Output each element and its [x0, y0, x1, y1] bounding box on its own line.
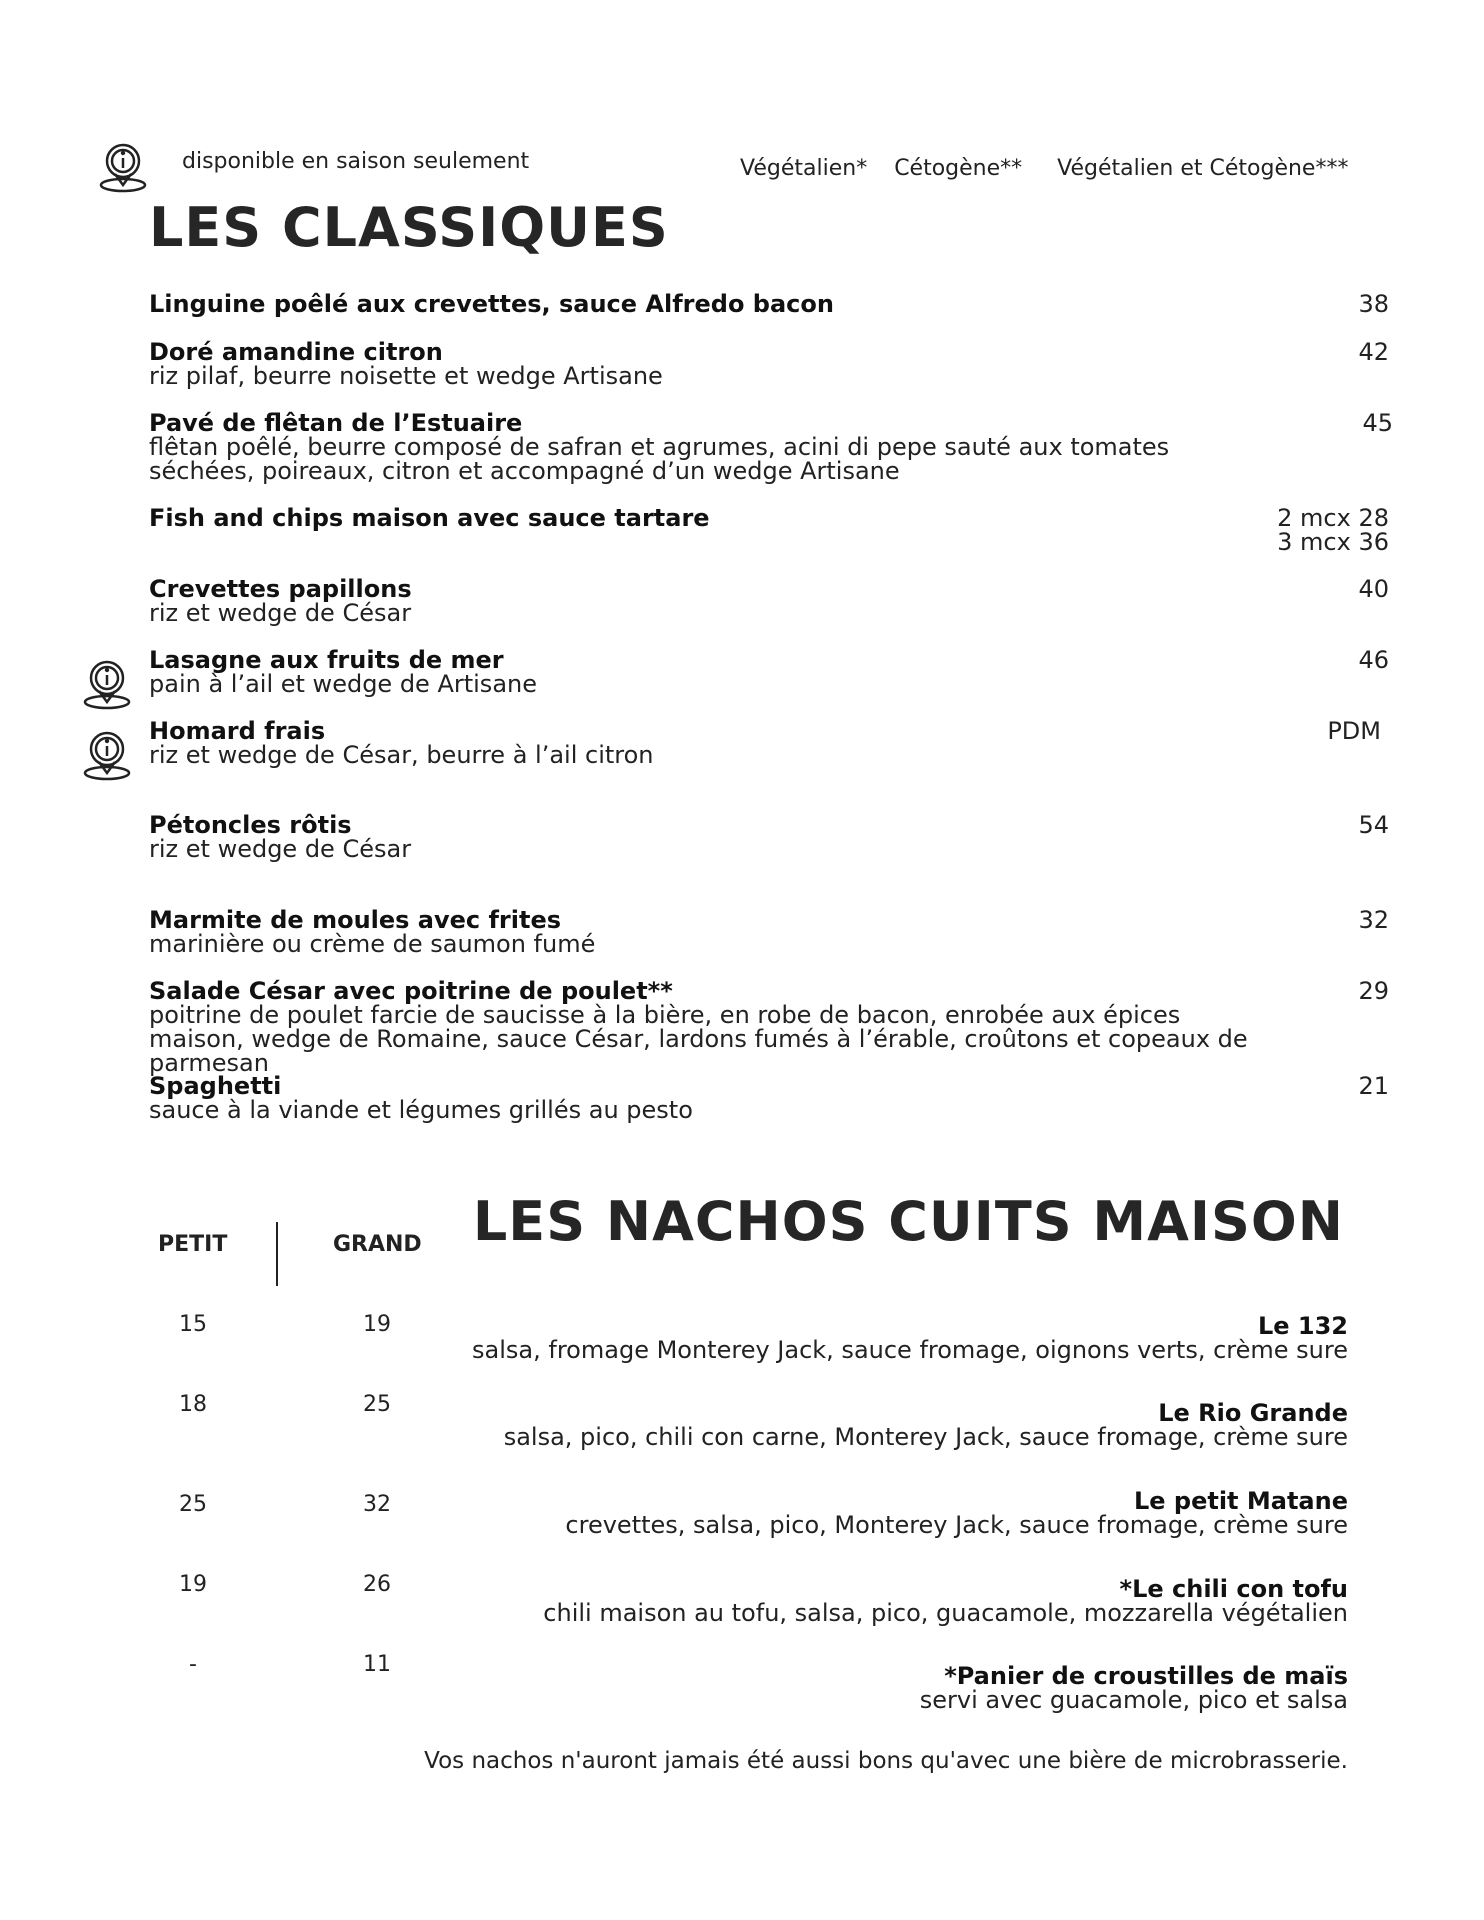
item-description: flêtan poêlé, beurre composé de safran et agrumes, acini di pepe sauté aux tomates séchées, poireaux, citron et accompagné d’un wedge Artisane — [149, 433, 1170, 485]
item-price: 2 mcx 28 3 mcx 36 — [1277, 504, 1389, 556]
nacho-name: Le 132 — [1257, 1312, 1348, 1340]
price-grand: 19 — [363, 1312, 391, 1337]
nacho-description: servi avec guacamole, pico et salsa — [919, 1686, 1348, 1714]
item-description: riz et wedge de César — [149, 599, 412, 627]
item-price: 29 — [1358, 977, 1389, 1005]
column-header-grand: GRAND — [333, 1232, 422, 1257]
item-price: 45 — [1362, 409, 1393, 437]
item-price: 32 — [1358, 906, 1389, 934]
item-description: riz et wedge de César, beurre à l’ail citron — [149, 741, 654, 769]
nachos-footer-note: Vos nachos n'auront jamais été aussi bons qu'avec une bière de microbrasserie. — [424, 1748, 1348, 1774]
nacho-description: chili maison au tofu, salsa, pico, guacamole, mozzarella végétalien — [543, 1599, 1348, 1627]
keto-label: Cétogène** — [894, 156, 1023, 181]
menu-item — [149, 504, 1389, 556]
price-petit: 19 — [179, 1572, 207, 1597]
menu-item — [149, 292, 1389, 316]
price-grand: 26 — [363, 1572, 391, 1597]
menu-item — [149, 979, 1389, 1075]
nacho-description: crevettes, salsa, pico, Monterey Jack, sauce fromage, crème sure — [565, 1511, 1348, 1539]
seasonal-marker-icon — [80, 656, 134, 710]
price-petit: 15 — [179, 1312, 207, 1337]
menu-item — [149, 340, 1389, 388]
item-price: 42 — [1358, 338, 1389, 366]
item-name: Spaghetti — [149, 1072, 282, 1100]
nacho-name: *Le chili con tofu — [1119, 1575, 1348, 1603]
item-price: 21 — [1358, 1072, 1389, 1100]
menu-item — [149, 908, 1389, 956]
item-name: Pétoncles rôtis — [149, 811, 352, 839]
section-title-classiques: LES CLASSIQUES — [149, 196, 669, 259]
price-grand: 25 — [363, 1392, 391, 1417]
nacho-item — [448, 1577, 1348, 1625]
column-divider — [276, 1222, 278, 1286]
item-name: Crevettes papillons — [149, 575, 412, 603]
menu-item — [149, 813, 1389, 861]
nacho-item — [448, 1314, 1348, 1362]
item-price: PDM — [1327, 717, 1381, 745]
season-legend-text: disponible en saison seulement — [182, 149, 530, 174]
item-price: 40 — [1358, 575, 1389, 603]
menu-item — [149, 648, 1389, 696]
item-price: 46 — [1358, 646, 1389, 674]
nacho-item — [448, 1489, 1348, 1537]
item-name: Fish and chips maison avec sauce tartare — [149, 504, 710, 532]
nacho-description: salsa, pico, chili con carne, Monterey Jack, sauce fromage, crème sure — [503, 1423, 1348, 1451]
item-name: Linguine poêlé aux crevettes, sauce Alfredo bacon — [149, 290, 834, 318]
menu-item — [149, 409, 1393, 485]
nacho-name: Le Rio Grande — [1158, 1399, 1348, 1427]
item-price: 38 — [1358, 290, 1389, 318]
item-name: Doré amandine citron — [149, 338, 443, 366]
seasonal-marker-icon — [80, 727, 134, 781]
menu-item — [149, 719, 1389, 767]
item-name: Lasagne aux fruits de mer — [149, 646, 504, 674]
item-name: Salade César avec poitrine de poulet** — [149, 977, 673, 1005]
item-name: Pavé de flêtan de l’Estuaire — [149, 409, 523, 437]
price-petit: - — [189, 1652, 197, 1677]
item-name: Marmite de moules avec frites — [149, 906, 562, 934]
item-description: poitrine de poulet farcie de saucisse à la bière, en robe de bacon, enrobée aux épices maison, wedge de Romaine, sauce César, lardons fumés à l’érable, croûtons et copeaux de parmesan — [149, 1001, 1248, 1077]
price-grand: 11 — [363, 1652, 391, 1677]
price-petit: 25 — [179, 1492, 207, 1517]
item-price: 54 — [1358, 811, 1389, 839]
nacho-item — [448, 1401, 1348, 1449]
nacho-name: Le petit Matane — [1133, 1487, 1348, 1515]
vegan-label: Végétalien* — [740, 156, 868, 181]
section-title-nachos: LES NACHOS CUITS MAISON — [472, 1190, 1344, 1253]
menu-item — [149, 1074, 1389, 1122]
diet-legend — [740, 156, 1348, 181]
item-description: sauce à la viande et légumes grillés au pesto — [149, 1096, 693, 1124]
item-description: marinière ou crème de saumon fumé — [149, 930, 596, 958]
item-description: riz pilaf, beurre noisette et wedge Artisane — [149, 362, 663, 390]
item-name: Homard frais — [149, 717, 326, 745]
item-description: riz et wedge de César — [149, 835, 412, 863]
item-description: pain à l’ail et wedge de Artisane — [149, 670, 537, 698]
nacho-description: salsa, fromage Monterey Jack, sauce fromage, oignons verts, crème sure — [472, 1336, 1348, 1364]
price-grand: 32 — [363, 1492, 391, 1517]
season-marker-icon — [96, 139, 150, 193]
column-header-petit: PETIT — [158, 1232, 228, 1257]
price-petit: 18 — [179, 1392, 207, 1417]
nacho-name: *Panier de croustilles de maïs — [944, 1662, 1348, 1690]
menu-item — [149, 577, 1389, 625]
nacho-item — [448, 1664, 1348, 1712]
vegan-keto-label: Végétalien et Cétogène*** — [1057, 156, 1349, 181]
